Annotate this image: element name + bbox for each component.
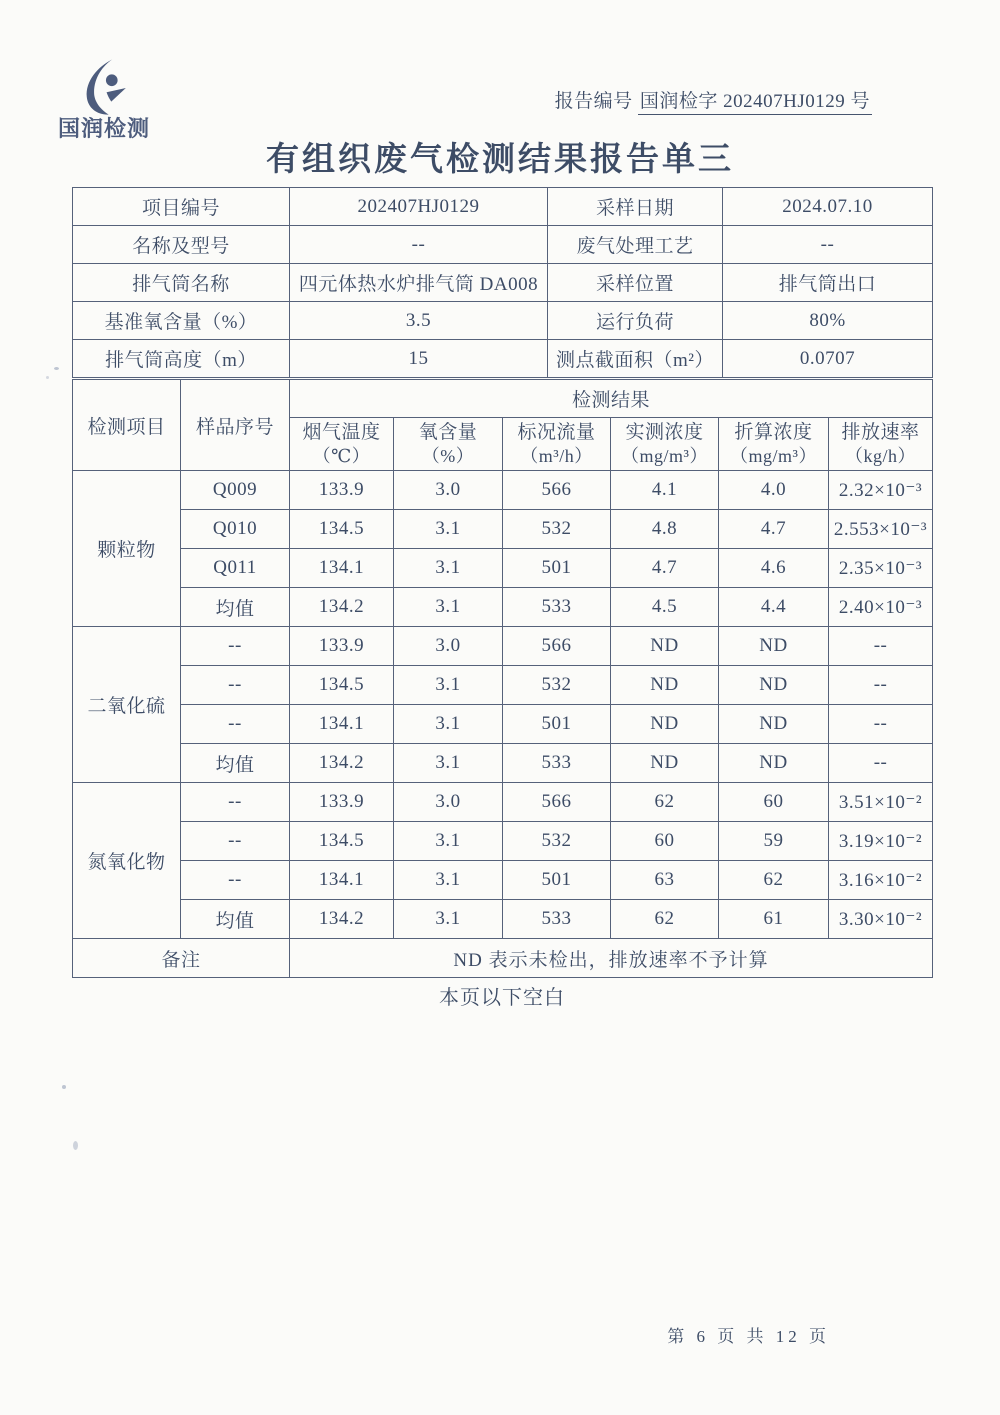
result-value: 62 (611, 900, 719, 939)
result-value: 134.5 (290, 822, 394, 861)
field-value: 202407HJ0129 (290, 188, 548, 226)
column-header-name: 氧含量 (418, 421, 478, 443)
field-value: 3.5 (290, 302, 548, 340)
result-row (73, 861, 933, 900)
result-value: ND (719, 705, 829, 744)
result-value: 2.40×10⁻³ (829, 588, 933, 627)
sample-id: 均值 (181, 744, 290, 783)
company-logo (58, 50, 168, 140)
column-header-unit: （℃） (312, 445, 371, 466)
logo-swoosh-icon (80, 58, 130, 116)
sample-id: Q010 (181, 510, 290, 549)
remark-text: ND 表示未检出，排放速率不予计算 (290, 939, 933, 978)
result-value: 3.1 (394, 705, 503, 744)
page-title: 有组织废气检测结果报告单三 (266, 142, 734, 178)
field-value: 四元体热水炉排气筒 DA008 (290, 264, 548, 302)
result-value: 133.9 (290, 783, 394, 822)
result-value: 3.1 (394, 900, 503, 939)
result-value: 533 (503, 900, 611, 939)
result-value: 4.8 (611, 510, 719, 549)
sample-id: -- (181, 666, 290, 705)
result-value: 3.0 (394, 627, 503, 666)
result-value: 134.2 (290, 744, 394, 783)
result-value: 4.6 (719, 549, 829, 588)
result-value: 532 (503, 666, 611, 705)
result-value: 3.1 (394, 510, 503, 549)
result-value: 533 (503, 588, 611, 627)
result-row (73, 510, 933, 549)
info-table (72, 187, 933, 378)
scan-speck (73, 1141, 78, 1150)
field-label: 名称及型号 (73, 226, 290, 264)
column-header (394, 418, 503, 471)
result-value: ND (611, 744, 719, 783)
result-row (73, 549, 933, 588)
result-row (73, 666, 933, 705)
result-value: 4.5 (611, 588, 719, 627)
result-value: ND (611, 627, 719, 666)
result-value: 61 (719, 900, 829, 939)
field-value: -- (290, 226, 548, 264)
field-value: 2024.07.10 (723, 188, 933, 226)
result-value: 63 (611, 861, 719, 900)
result-value: 134.1 (290, 861, 394, 900)
result-row (73, 588, 933, 627)
result-value: 133.9 (290, 627, 394, 666)
result-value: 134.2 (290, 900, 394, 939)
field-label: 运行负荷 (548, 302, 723, 340)
result-value: 3.30×10⁻² (829, 900, 933, 939)
scan-speck (46, 376, 49, 379)
column-header-sample: 样品序号 (181, 380, 290, 471)
column-header-name: 折算浓度 (734, 421, 813, 443)
result-value: -- (829, 627, 933, 666)
info-row (73, 264, 933, 302)
result-value: 4.4 (719, 588, 829, 627)
column-header (719, 418, 829, 471)
result-value: 3.0 (394, 783, 503, 822)
result-row (73, 783, 933, 822)
result-value: 3.1 (394, 666, 503, 705)
sample-id: Q009 (181, 471, 290, 510)
column-header-name: 排放速率 (841, 421, 920, 443)
result-value: 3.0 (394, 471, 503, 510)
scan-speck (62, 1085, 66, 1089)
field-value: -- (723, 226, 933, 264)
result-value: 134.1 (290, 549, 394, 588)
field-value: 15 (290, 340, 548, 378)
column-header-unit: （mg/m³） (730, 445, 817, 466)
logo-text: 国润检测 (58, 116, 151, 141)
result-value: 4.1 (611, 471, 719, 510)
result-value: 134.5 (290, 666, 394, 705)
result-value: 501 (503, 705, 611, 744)
column-header-unit: （mg/m³） (621, 445, 708, 466)
remark-label: 备注 (73, 939, 290, 978)
result-value: 2.32×10⁻³ (829, 471, 933, 510)
result-value: 4.0 (719, 471, 829, 510)
result-value: 3.19×10⁻² (829, 822, 933, 861)
result-value: ND (611, 705, 719, 744)
result-value: 2.553×10⁻³ (829, 510, 933, 549)
result-row (73, 705, 933, 744)
result-value: 566 (503, 627, 611, 666)
result-row (73, 822, 933, 861)
sample-id: -- (181, 783, 290, 822)
result-value: -- (829, 666, 933, 705)
info-row (73, 188, 933, 226)
result-value: 501 (503, 861, 611, 900)
result-value: 60 (719, 783, 829, 822)
scan-speck (54, 367, 59, 370)
result-value: ND (719, 627, 829, 666)
column-header-unit: （%） (421, 445, 475, 466)
sample-id: -- (181, 627, 290, 666)
result-value: ND (611, 666, 719, 705)
column-header (829, 418, 933, 471)
field-label: 排气筒高度（m） (73, 340, 290, 378)
field-label: 测点截面积（m²） (548, 340, 723, 378)
result-value: 4.7 (719, 510, 829, 549)
pollutant-name: 氮氧化物 (73, 783, 181, 939)
result-value: 2.35×10⁻³ (829, 549, 933, 588)
result-value: 3.1 (394, 861, 503, 900)
column-header-name: 实测浓度 (625, 421, 704, 443)
field-label: 基准氧含量（%） (73, 302, 290, 340)
result-value: 533 (503, 744, 611, 783)
result-value: 59 (719, 822, 829, 861)
result-value: 3.1 (394, 588, 503, 627)
result-value: 4.7 (611, 549, 719, 588)
result-value: 3.1 (394, 822, 503, 861)
result-value: -- (829, 744, 933, 783)
result-value: 532 (503, 510, 611, 549)
column-header (503, 418, 611, 471)
result-row (73, 471, 933, 510)
field-label: 项目编号 (73, 188, 290, 226)
result-value: 566 (503, 471, 611, 510)
column-header (611, 418, 719, 471)
result-value: 3.1 (394, 744, 503, 783)
sample-id: -- (181, 861, 290, 900)
field-label: 采样日期 (548, 188, 723, 226)
column-header-results-group: 检测结果 (290, 380, 933, 418)
field-value: 80% (723, 302, 933, 340)
result-value: 134.2 (290, 588, 394, 627)
sample-id: -- (181, 822, 290, 861)
info-row (73, 302, 933, 340)
result-row (73, 627, 933, 666)
result-value: 134.5 (290, 510, 394, 549)
blank-page-note: 本页以下空白 (439, 987, 565, 1009)
result-value: 532 (503, 822, 611, 861)
column-header (290, 418, 394, 471)
sample-id: 均值 (181, 900, 290, 939)
column-header-name: 烟气温度 (302, 421, 381, 443)
column-header-name: 标况流量 (517, 421, 596, 443)
result-value: 134.1 (290, 705, 394, 744)
result-value: 501 (503, 549, 611, 588)
result-value: 3.51×10⁻² (829, 783, 933, 822)
report-number (555, 86, 872, 113)
field-label: 采样位置 (548, 264, 723, 302)
report-number-label: 报告编号 (554, 91, 633, 112)
result-value: -- (829, 705, 933, 744)
remark-section (73, 939, 933, 978)
column-header-unit: （m³/h） (520, 445, 593, 466)
pollutant-name: 颗粒物 (73, 471, 181, 627)
field-value: 0.0707 (723, 340, 933, 378)
results-body (73, 471, 933, 939)
result-value: 62 (719, 861, 829, 900)
info-row (73, 340, 933, 378)
results-header (73, 380, 933, 471)
remark-row (73, 939, 933, 978)
column-header-unit: （kg/h） (845, 445, 917, 466)
result-value: 133.9 (290, 471, 394, 510)
result-value: ND (719, 744, 829, 783)
sample-id: 均值 (181, 588, 290, 627)
report-number-value: 国润检字 202407HJ0129 号 (638, 91, 872, 115)
sample-id: Q011 (181, 549, 290, 588)
result-row (73, 744, 933, 783)
sample-id: -- (181, 705, 290, 744)
result-value: 62 (611, 783, 719, 822)
field-label: 排气筒名称 (73, 264, 290, 302)
pollutant-name: 二氧化硫 (73, 627, 181, 783)
result-value: ND (719, 666, 829, 705)
result-value: 3.1 (394, 549, 503, 588)
column-header-item: 检测项目 (73, 380, 181, 471)
result-value: 566 (503, 783, 611, 822)
info-row (73, 226, 933, 264)
page-number: 第 6 页 共 12 页 (667, 1327, 830, 1346)
results-table (72, 379, 933, 978)
result-value: 3.16×10⁻² (829, 861, 933, 900)
result-row (73, 900, 933, 939)
field-label: 废气处理工艺 (548, 226, 723, 264)
result-value: 60 (611, 822, 719, 861)
field-value: 排气筒出口 (723, 264, 933, 302)
